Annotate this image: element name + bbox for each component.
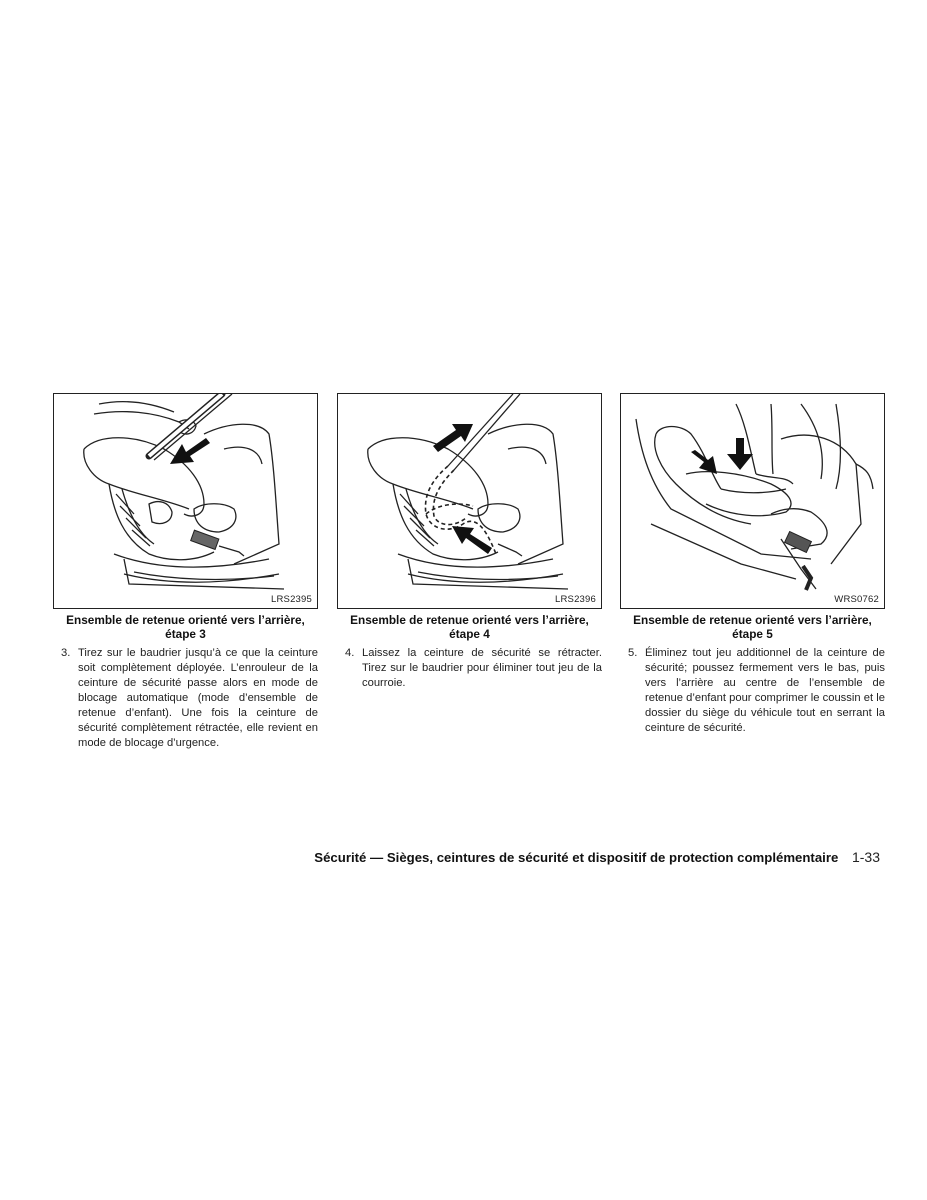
section-title: Sécurité — Sièges, ceintures de sécurité et dispositif de protection complémentaire <box>314 850 839 865</box>
figure-code: WRS0762 <box>834 594 879 605</box>
column-step-3 <box>53 393 318 751</box>
child-seat-illustration-step-5 <box>621 394 884 608</box>
column-step-5 <box>620 393 885 736</box>
step-text: Éliminez tout jeu additionnel de la ceinture de sécurité; poussez fermement vers le bas, puis vers l’arrière au centre de l’ensemble de retenue d’enfant pour comprimer le coussin et le dossier du siège du véhicule tout en serrant la ceinture de sécurité. <box>645 647 885 734</box>
step-item <box>337 646 602 691</box>
figure-caption <box>337 613 602 641</box>
step-number: 4. <box>345 647 355 659</box>
caption-line-1: Ensemble de retenue orienté vers l’arrière, <box>350 613 589 627</box>
step-number: 3. <box>61 647 71 659</box>
caption-line-2: étape 4 <box>449 627 490 641</box>
column-step-4 <box>337 393 602 691</box>
caption-line-2: étape 5 <box>732 627 773 641</box>
figure-caption <box>620 613 885 641</box>
child-seat-illustration-step-3 <box>54 394 317 608</box>
page-footer <box>0 849 880 865</box>
figure-caption <box>53 613 318 641</box>
illustration-step-4 <box>337 393 602 609</box>
caption-line-1: Ensemble de retenue orienté vers l’arrière, <box>633 613 872 627</box>
step-item <box>53 646 318 751</box>
figure-code: LRS2396 <box>554 594 596 605</box>
step-item <box>620 646 885 736</box>
step-number: 5. <box>628 647 638 659</box>
illustration-step-3 <box>53 393 318 609</box>
caption-line-2: étape 3 <box>165 627 206 641</box>
page-number: 1-33 <box>851 849 880 865</box>
figure-code: LRS2395 <box>270 594 312 605</box>
child-seat-illustration-step-4 <box>338 394 601 608</box>
step-text: Laissez la ceinture de sécurité se rétracter. Tirez sur le baudrier pour éliminer tout jeu de la courroie. <box>362 647 602 689</box>
step-text: Tirez sur le baudrier jusqu’à ce que la ceinture soit complètement déployée. L’enrouleur de la ceinture de sécurité passe alors en mode de blocage automatique (mode d’ensemble de retenue d’enfant). Une fois la ceinture de sécurité complètement rétractée, elle revient en mode de blocage d’urgence. <box>78 647 318 749</box>
caption-line-1: Ensemble de retenue orienté vers l’arrière, <box>66 613 305 627</box>
illustration-step-5 <box>620 393 885 609</box>
